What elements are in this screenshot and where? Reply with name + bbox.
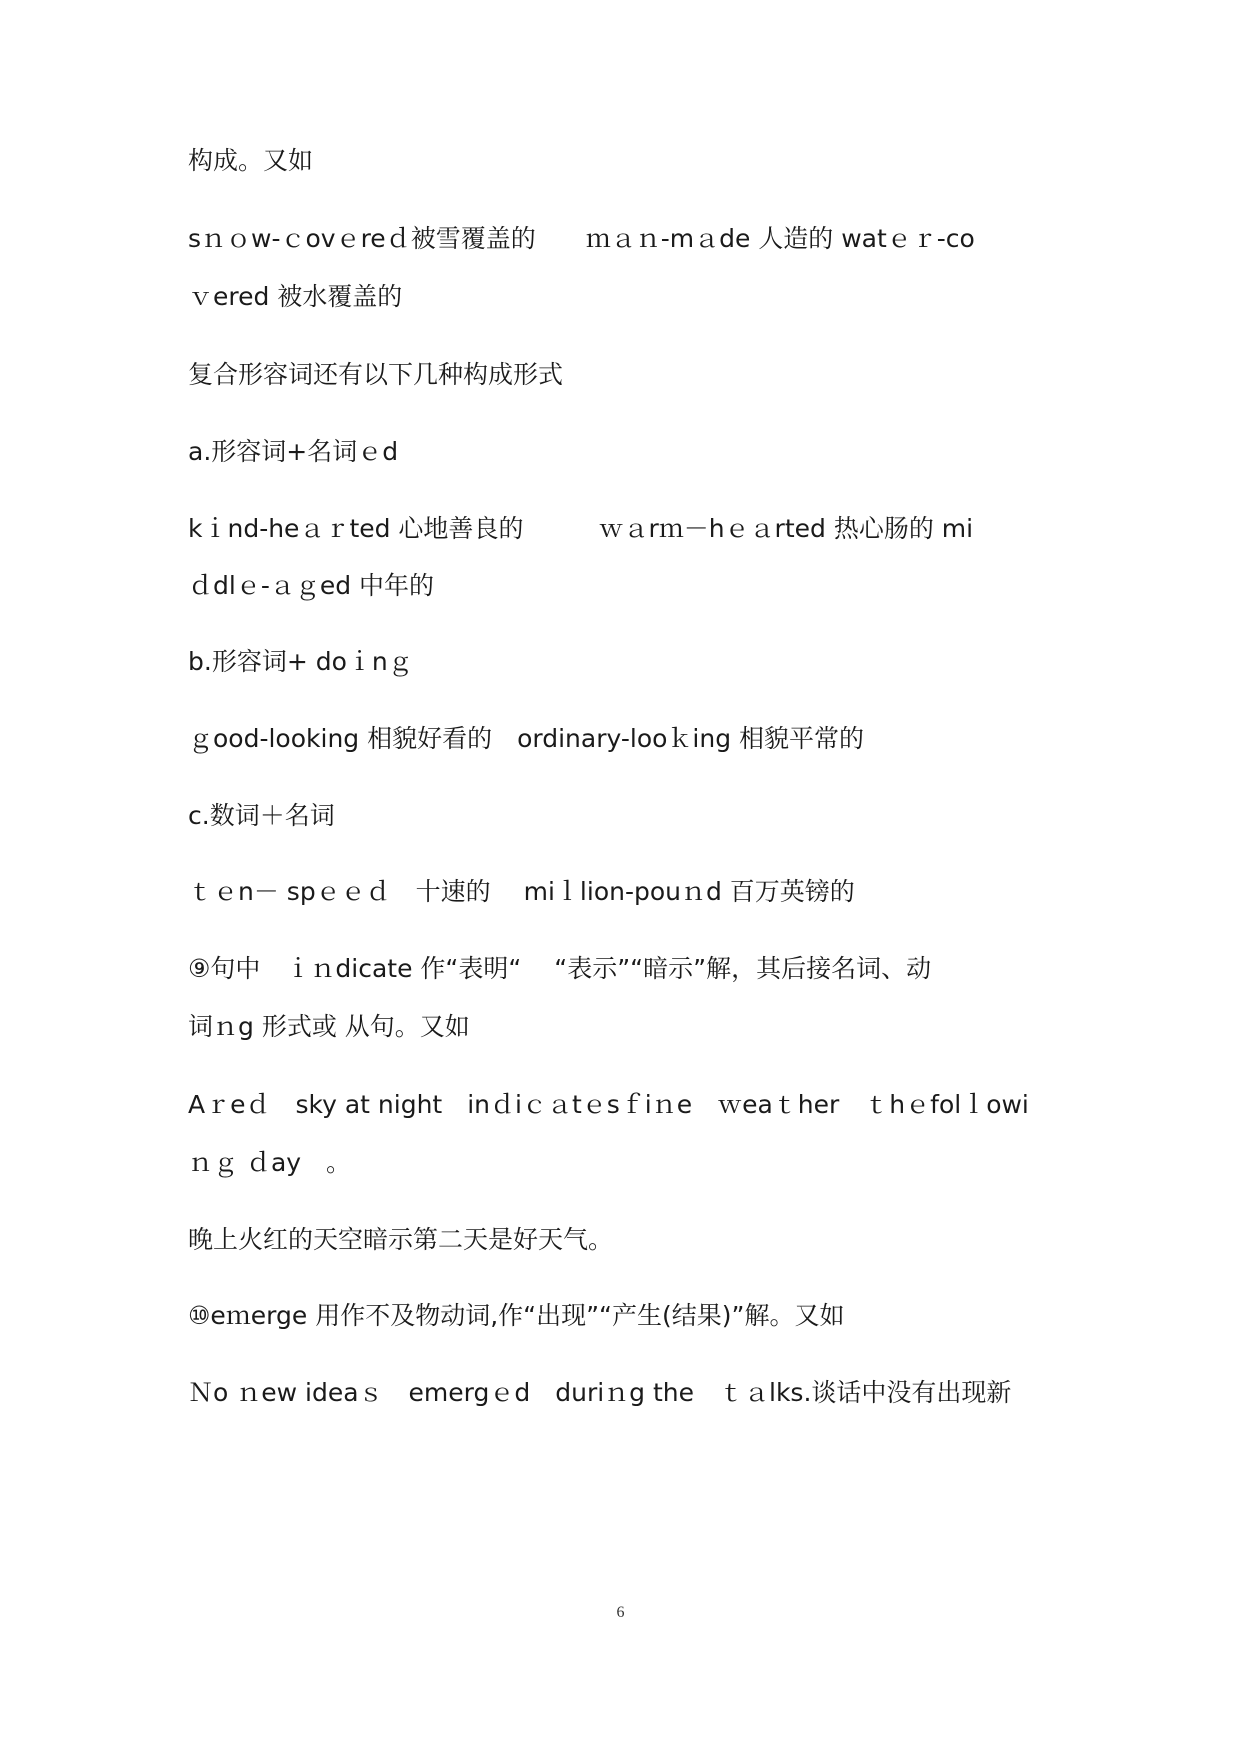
text-line: b.形容词+ doｉnｇ: [188, 647, 413, 676]
text-line: 晚上火红的天空暗示第二天是好天气。: [188, 1225, 614, 1254]
text-line: sｎｏw-ｃovｅreｄ被雪覆盖的 ｍａｎ-mａde 人造的 watｅｒ-co: [188, 224, 975, 253]
text-line: 词ｎg 形式或 从句。又如: [188, 1012, 470, 1041]
text-line: ⑨句中 ｉｎdicate 作“表明“ “表示”“暗示”解，其后接名词、动: [188, 954, 932, 983]
page-number: 6: [616, 1604, 625, 1621]
text-line: Aｒeｄ sky at night inｄiｃａtｅsｆiｎe ｗeaｔher ｔhｅfolｌowi: [188, 1090, 1029, 1119]
text-line: ｖered 被水覆盖的: [188, 282, 403, 311]
text-line: ｎｇ ｄay 。: [188, 1148, 352, 1177]
text-line: c.数词＋名词: [188, 801, 335, 830]
text-line: ｄdlｅ-ａｇed 中年的: [188, 571, 435, 600]
text-line: Ｎo ｎew ideaｓ emergｅd duriｎg the ｔａlks.谈话中没有出现新: [188, 1378, 1012, 1407]
text-line: kｉnd-heａｒted 心地善良的 ｗａrｍ－hｅａrted 热心肠的 mi: [188, 514, 974, 543]
text-line: ｇood-looking 相貌好看的 ordinary-looｋing 相貌平常的: [188, 724, 865, 753]
text-line: a.形容词+名词ｅd: [188, 437, 399, 466]
text-line: ｔｅn－ spｅｅｄ 十速的 miｌlion-pouｎd 百万英镑的: [188, 877, 855, 906]
text-line: ⑩eｍerge 用作不及物动词,作“出现”“产生(结果)”解。又如: [188, 1301, 845, 1330]
text-line: 构成。又如: [188, 146, 314, 175]
text-line: 复合形容词还有以下几种构成形式: [188, 360, 564, 389]
